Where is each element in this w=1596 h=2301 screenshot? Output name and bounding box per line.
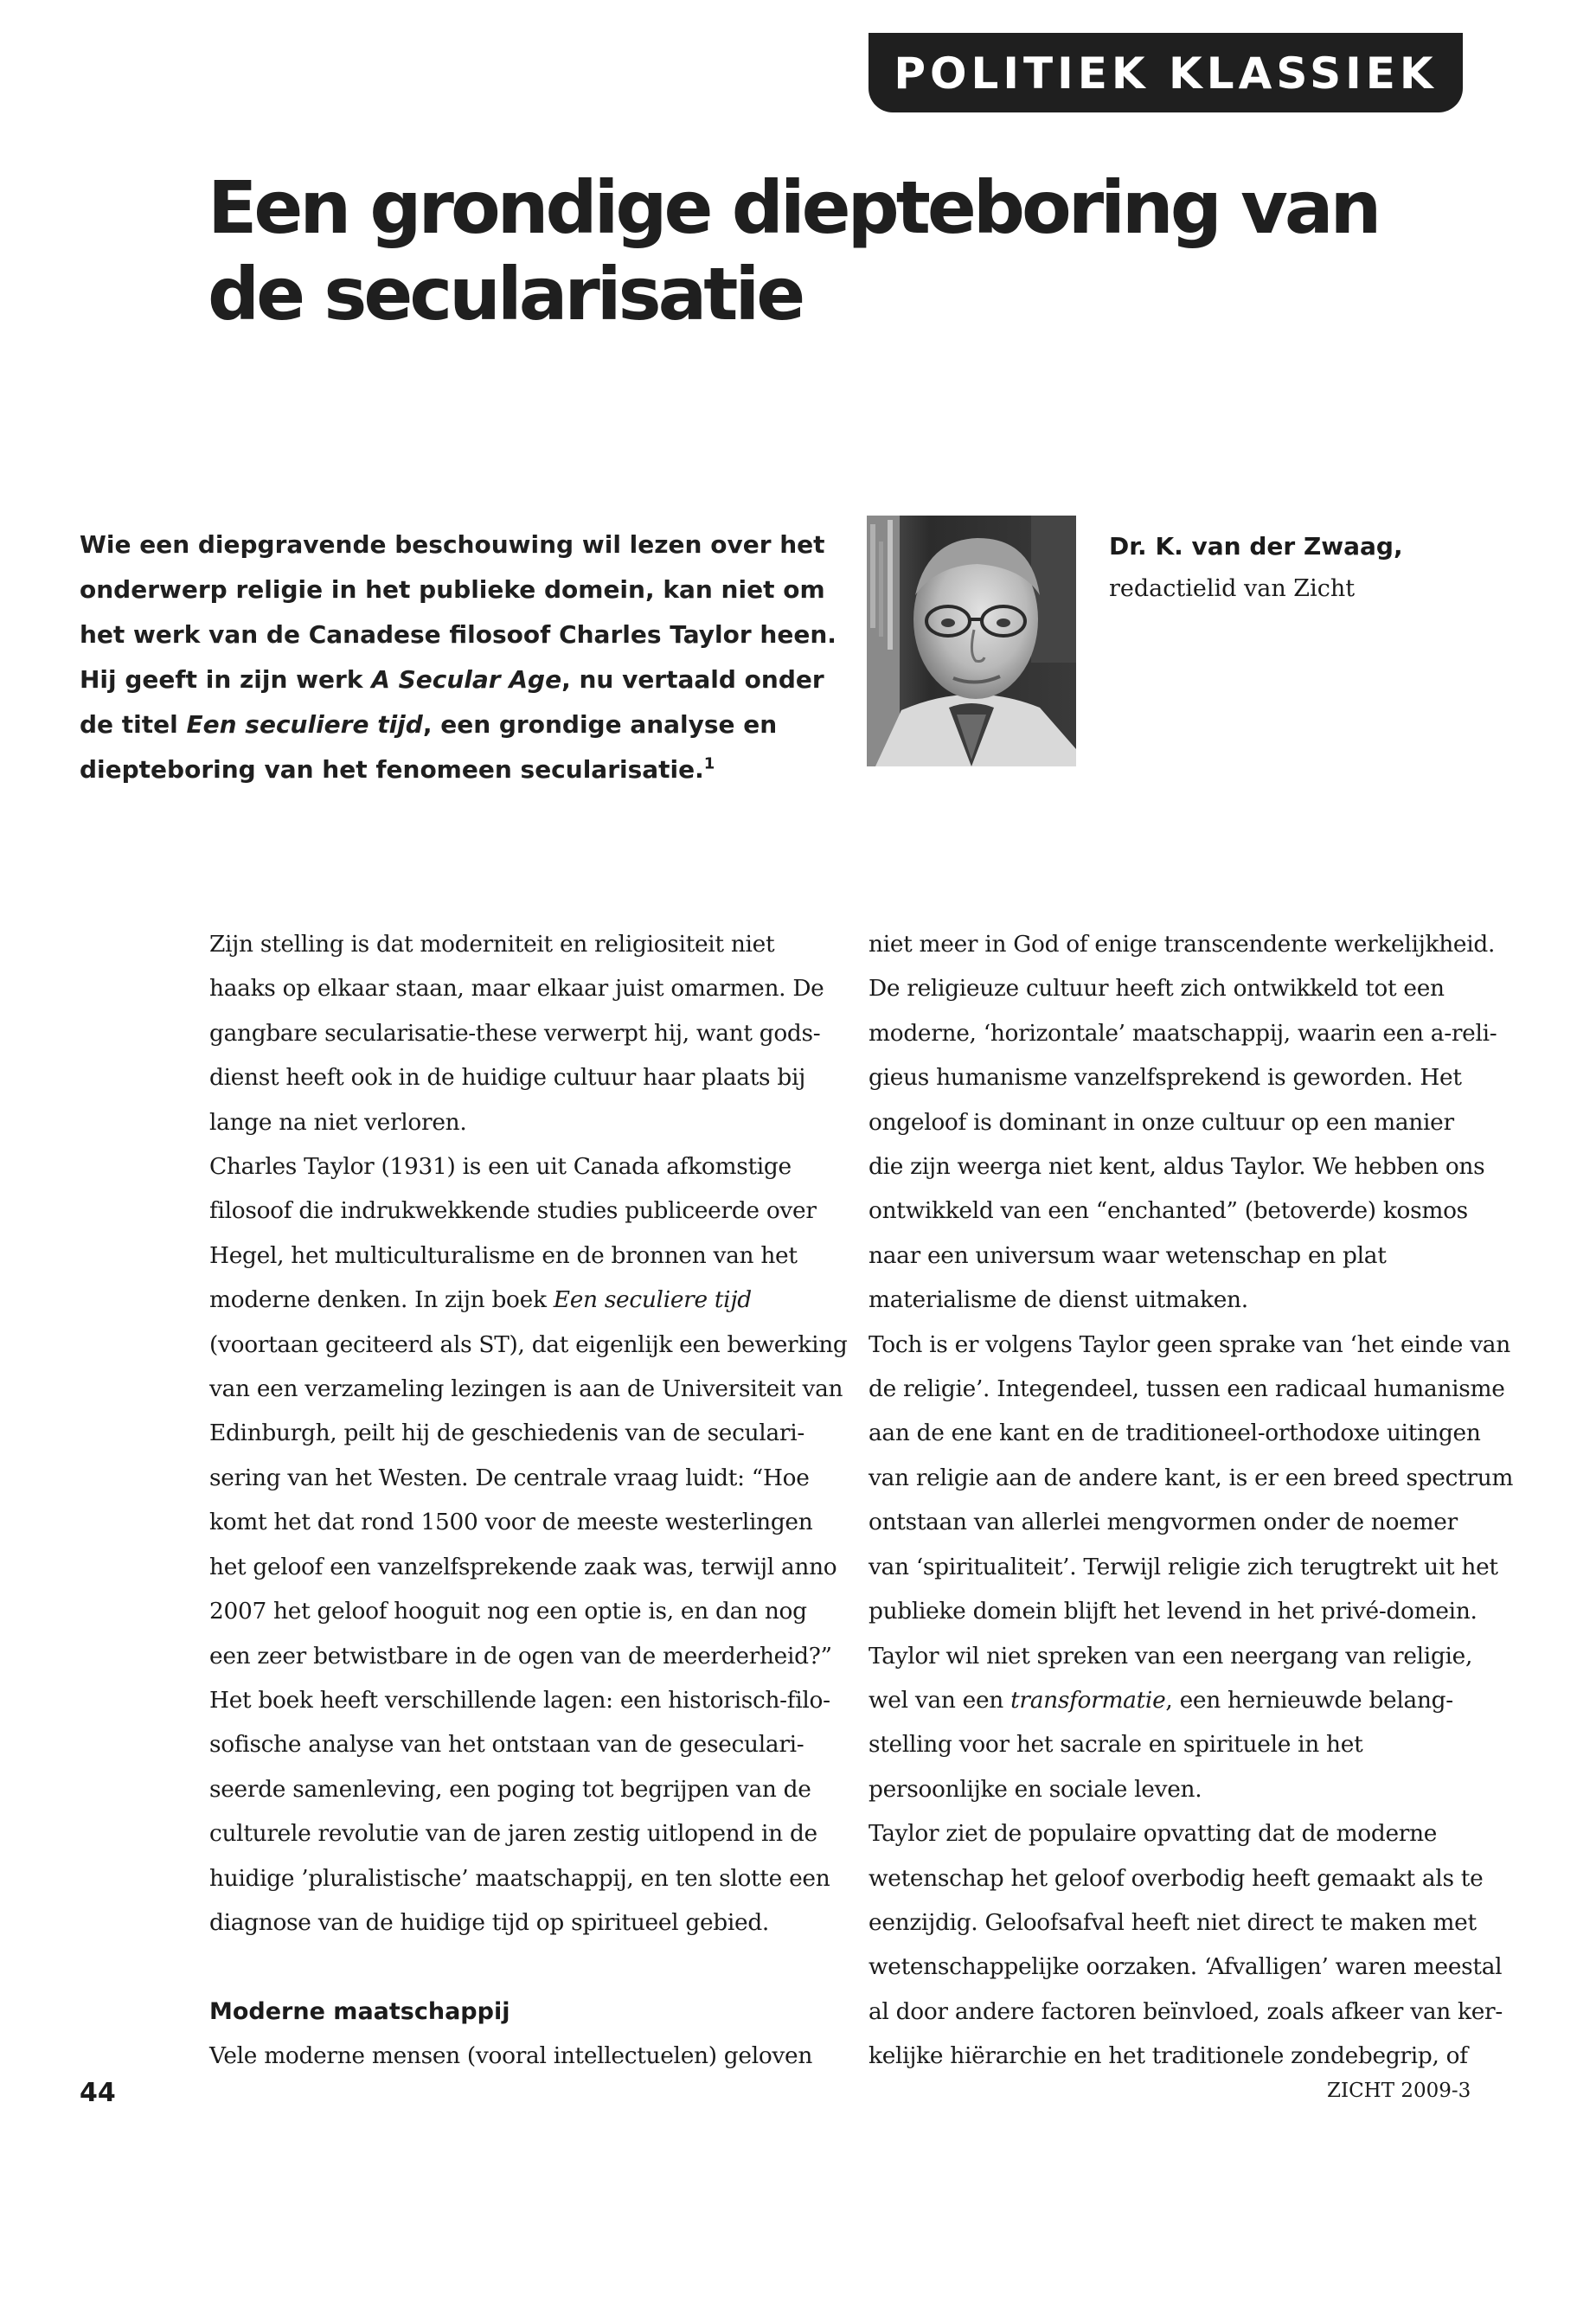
body-line: gieus humanisme vanzelfsprekend is geworden. Het bbox=[869, 1064, 1462, 1092]
body-line: Edinburgh, peilt hij de geschiedenis van de seculari- bbox=[209, 1420, 804, 1447]
body-line: seerde samenleving, een poging tot begrijpen van de bbox=[209, 1775, 811, 1803]
body-line: ontwikkeld van een “enchanted” (betoverde) kosmos bbox=[869, 1197, 1468, 1225]
author-block bbox=[1109, 526, 1472, 611]
author-name: Dr. K. van der Zwaag, bbox=[1109, 532, 1403, 561]
body-line: van een verzameling lezingen is aan de Universiteit van bbox=[209, 1375, 843, 1403]
book-title: Een seculiere tijd bbox=[553, 1286, 752, 1314]
body-text: wel van een bbox=[869, 1686, 1011, 1714]
body-line: filosoof die indrukwekkende studies publiceerde over bbox=[209, 1197, 817, 1225]
body-line: het geloof een vanzelfsprekende zaak was, terwijl anno bbox=[209, 1553, 837, 1580]
body-line: diagnose van de huidige tijd op spiritueel gebied. bbox=[209, 1908, 770, 1936]
body-line: ontstaan van allerlei mengvormen onder de noemer bbox=[869, 1509, 1458, 1536]
body-line: naar een universum waar wetenschap en plat bbox=[869, 1241, 1387, 1269]
body-line: De religieuze cultuur heeft zich ontwikkeld tot een bbox=[869, 975, 1445, 1003]
body-line: Taylor ziet de populaire opvatting dat de moderne bbox=[869, 1820, 1438, 1848]
body-line: materialisme de dienst uitmaken. bbox=[869, 1286, 1248, 1314]
intro-text: , nu vertaald onder de titel bbox=[80, 665, 824, 739]
body-line: culturele revolutie van de jaren zestig uitlopend in de bbox=[209, 1820, 817, 1848]
body-line: huidige ’pluralistische’ maatschappij, en ten slotte een bbox=[209, 1864, 830, 1892]
body-line: persoonlijke en sociale leven. bbox=[869, 1775, 1202, 1803]
section-label: POLITIEK KLASSIEK bbox=[869, 33, 1463, 112]
body-line: haaks op elkaar staan, maar elkaar juist omarmen. De bbox=[209, 975, 824, 1003]
body-line: wetenschappelijke oorzaken. ‘Afvalligen’ waren meestal bbox=[869, 1953, 1503, 1981]
body-line: stelling voor het sacrale en spirituele in het bbox=[869, 1731, 1363, 1759]
author-role: redactielid van Zicht bbox=[1109, 575, 1356, 602]
intro-work-title: A Secular Age bbox=[371, 665, 562, 694]
section-subheading: Moderne maatschappij bbox=[209, 1997, 510, 2025]
body-line: wetenschap het geloof overbodig heeft gemaakt als te bbox=[869, 1864, 1484, 1892]
article-intro bbox=[80, 522, 858, 792]
body-line: ongeloof is dominant in onze cultuur op een manier bbox=[869, 1108, 1454, 1136]
article-title: Een grondige diepteboring van de secularisatie bbox=[208, 165, 1379, 336]
body-line: een zeer betwistbare in de ogen van de meerderheid?” bbox=[209, 1642, 832, 1670]
intro-text: Wie een diepgravende beschouwing wil lezen over het onderwerp religie in het publieke domein, kan niet om het werk van de Canadese filosoof Charles Taylor heen. Hij geeft in zijn werk bbox=[80, 530, 836, 694]
body-line: aan de ene kant en de traditioneel-orthodoxe uitingen bbox=[869, 1420, 1481, 1447]
body-line: de religie’. Integendeel, tussen een radicaal humanisme bbox=[869, 1375, 1505, 1403]
page-number: 44 bbox=[80, 2078, 116, 2108]
body-column-right bbox=[869, 922, 1514, 2079]
footnote-marker: 1 bbox=[703, 754, 715, 773]
body-column-left bbox=[209, 922, 848, 2079]
body-line: kelijke hiërarchie en het traditionele zondebegrip, of bbox=[869, 2042, 1468, 2070]
body-text: moderne denken. In zijn boek bbox=[209, 1286, 554, 1314]
body-line: gangbare secularisatie-these verwerpt hij, want gods- bbox=[209, 1019, 821, 1047]
intro-text: , een grondige analyse en diepteboring van het fenomeen secularisatie. bbox=[80, 710, 778, 784]
body-line: niet meer in God of enige transcendente werkelijkheid. bbox=[869, 931, 1496, 958]
issue-reference: ZICHT 2009-3 bbox=[1327, 2080, 1471, 2102]
body-line: Vele moderne mensen (vooral intellectuelen) geloven bbox=[209, 2042, 813, 2070]
body-line: Hegel, het multiculturalisme en de bronnen van het bbox=[209, 1241, 798, 1269]
body-line: sering van het Westen. De centrale vraag luidt: “Hoe bbox=[209, 1464, 810, 1491]
body-line: (voortaan geciteerd als ST), dat eigenlijk een bewerking bbox=[209, 1330, 848, 1358]
body-line: lange na niet verloren. bbox=[209, 1108, 467, 1136]
body-line: Taylor wil niet spreken van een neergang van religie, bbox=[869, 1642, 1473, 1670]
body-line: al door andere factoren beïnvloed, zoals afkeer van ker- bbox=[869, 1997, 1503, 2025]
body-line: van ‘spiritualiteit’. Terwijl religie zich terugtrekt uit het bbox=[869, 1553, 1498, 1580]
body-text: , een hernieuwde belang- bbox=[1165, 1686, 1453, 1714]
body-line: publieke domein blijft het levend in het privé-domein. bbox=[869, 1598, 1477, 1625]
emphasis-term: transformatie bbox=[1010, 1686, 1166, 1714]
body-line: 2007 het geloof hooguit nog een optie is, en dan nog bbox=[209, 1598, 807, 1625]
body-line: van religie aan de andere kant, is er een breed spectrum bbox=[869, 1464, 1514, 1491]
body-line: Het boek heeft verschillende lagen: een historisch-filo- bbox=[209, 1686, 830, 1714]
body-line: eenzijdig. Geloofsafval heeft niet direct te maken met bbox=[869, 1908, 1477, 1936]
body-line: Charles Taylor (1931) is een uit Canada afkomstige bbox=[209, 1153, 792, 1181]
body-line: dienst heeft ook in de huidige cultuur haar plaats bij bbox=[209, 1064, 805, 1092]
body-line bbox=[209, 1278, 815, 1322]
body-line: Toch is er volgens Taylor geen sprake van ‘het einde van bbox=[869, 1330, 1510, 1358]
body-line: moderne, ‘horizontale’ maatschappij, waarin een a-reli- bbox=[869, 1019, 1497, 1047]
body-line bbox=[869, 1678, 1474, 1722]
body-line: Zijn stelling is dat moderniteit en religiositeit niet bbox=[209, 931, 775, 958]
body-line: komt het dat rond 1500 voor de meeste westerlingen bbox=[209, 1509, 813, 1536]
intro-translated-title: Een seculiere tijd bbox=[186, 710, 423, 739]
body-line: sofische analyse van het ontstaan van de geseculari- bbox=[209, 1731, 804, 1759]
author-photo bbox=[867, 516, 1076, 766]
body-line: die zijn weerga niet kent, aldus Taylor. We hebben ons bbox=[869, 1153, 1485, 1181]
